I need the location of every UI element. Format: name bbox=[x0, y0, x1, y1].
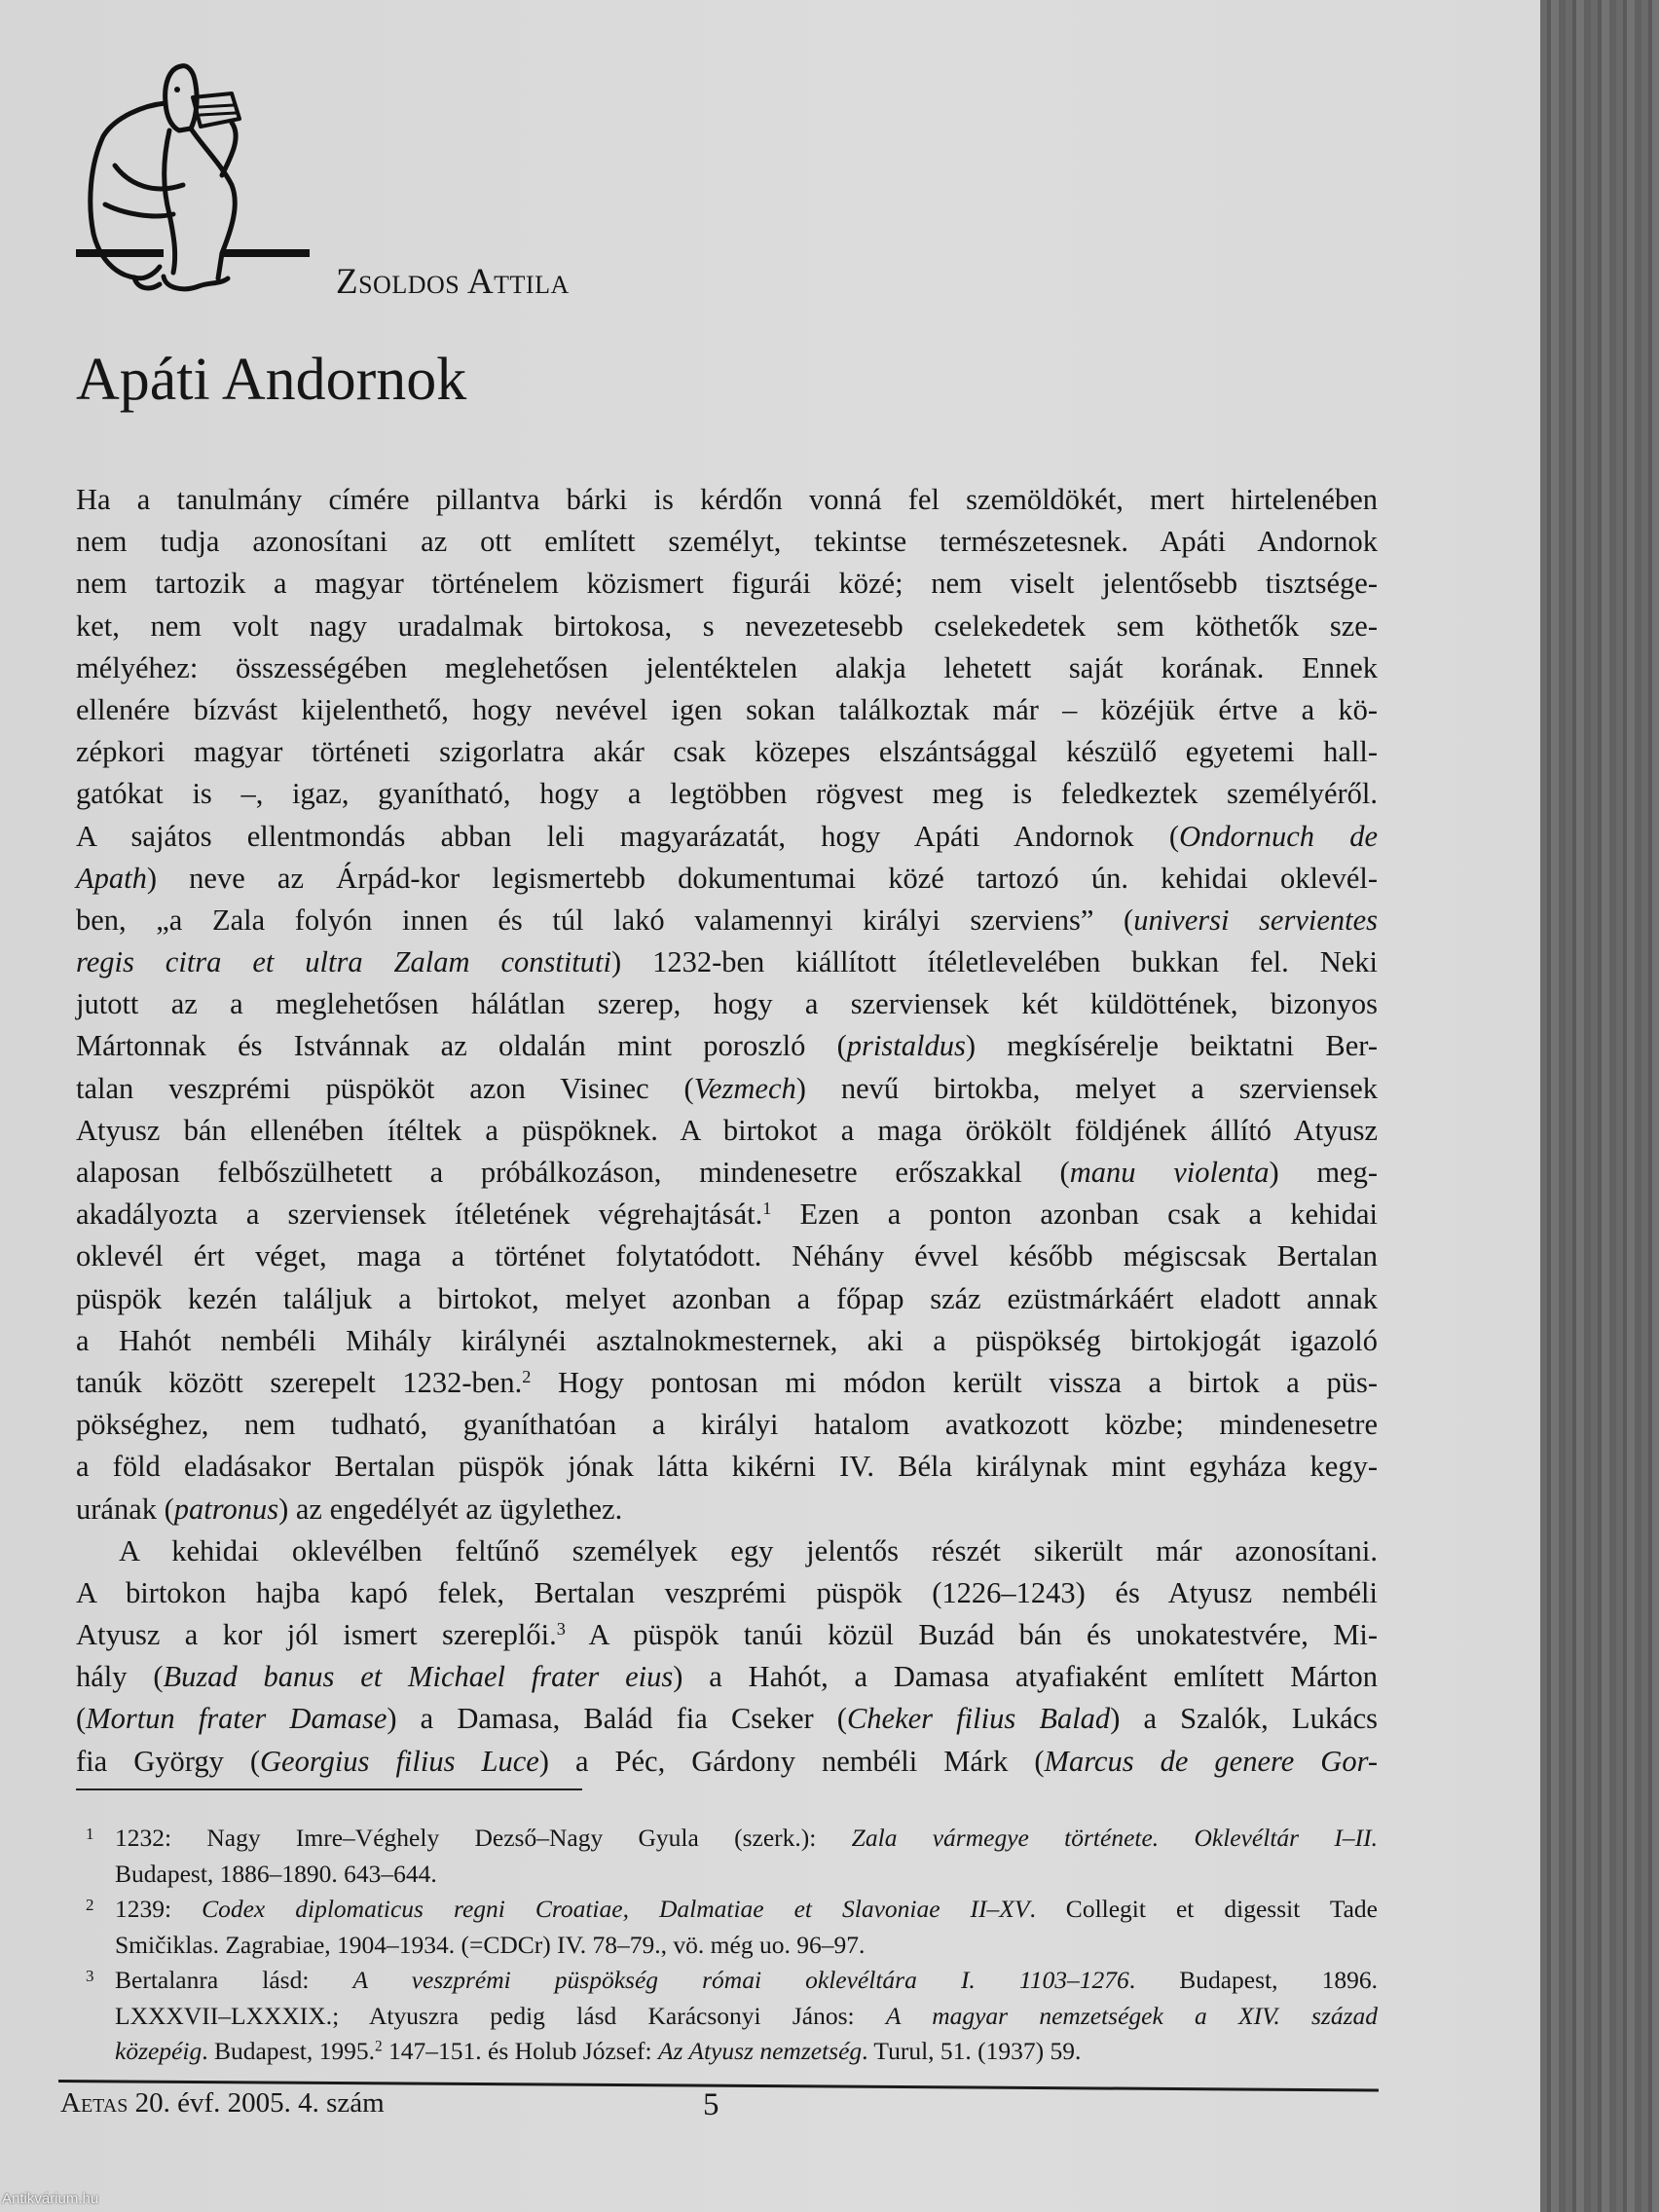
footnotes bbox=[76, 1821, 1378, 2070]
body-line bbox=[76, 1614, 1378, 1656]
text-run: ) meg- bbox=[1269, 1156, 1379, 1189]
italic-text: Vezmech bbox=[693, 1071, 796, 1105]
text-run: fia György ( bbox=[76, 1744, 261, 1778]
text-run: ) 1232-ben kiállított ítéletlevelében bukkan fel. Neki bbox=[610, 945, 1378, 979]
text-run: mélyéhez: összességében meglehetősen jelentéktelen alakja lehetett saját korának. Ennek bbox=[76, 650, 1378, 684]
text-run: . Turul, 51. (1937) 59. bbox=[862, 2037, 1082, 2065]
body-line bbox=[76, 816, 1378, 858]
journal-name: Aetas bbox=[60, 2087, 129, 2119]
text-run: jutott az a meglehetősen hálátlan szerep, hogy a szerviensek két küldöttének, bizonyos bbox=[76, 987, 1378, 1021]
text-run: ) a Damasa, Balád fia Cseker ( bbox=[387, 1702, 847, 1736]
italic-text: Georgius filius Luce bbox=[260, 1744, 539, 1778]
text-run: Ha a tanulmány címére pillantva bárki is kérdőn vonná fel szemöldökét, mert hirtelenében bbox=[76, 483, 1378, 516]
italic-text: Cheker filius Balad bbox=[846, 1702, 1111, 1736]
italic-text: pristaldus bbox=[846, 1029, 966, 1063]
text-run: ellenére bízvást kijelenthető, hogy nevével igen sokan találkoztak már – közéjük értve a kö- bbox=[76, 692, 1378, 726]
watermark: Antikvárium.hu bbox=[2, 2191, 99, 2207]
text-run: urának ( bbox=[76, 1492, 174, 1526]
journal-issue: 20. évf. 2005. 4. szám bbox=[128, 2087, 385, 2119]
italic-text: A magyar nemzetségek a XIV. század bbox=[885, 2001, 1379, 2030]
footnote-reference[interactable]: 2 bbox=[375, 2038, 383, 2055]
body-line bbox=[76, 1698, 1378, 1740]
text-run: A birtokon hajba kapó felek, Bertalan veszprémi püspök (1226–1243) és Atyusz nembéli bbox=[76, 1575, 1378, 1609]
text-run: Ezen a ponton azonban csak a kehidai bbox=[771, 1198, 1378, 1232]
italic-text: regis citra et ultra Zalam constituti bbox=[76, 945, 611, 979]
body-line bbox=[76, 479, 1378, 521]
footnote-line bbox=[115, 1892, 1378, 1928]
text-run: a Hahót nembéli Mihály királynéi asztalnokmesternek, aki a püspökség birtokjogát igazoló bbox=[76, 1323, 1378, 1357]
text-run: ) a Hahót, a Damasa atyafiaként említett Márton bbox=[673, 1660, 1378, 1694]
text-run: pökséghez, nem tudható, gyaníthatóan a királyi hatalom avatkozott közbe; mindenesetre bbox=[76, 1408, 1378, 1442]
footnote-line bbox=[115, 1821, 1378, 1857]
body-line bbox=[76, 1194, 1378, 1235]
body-line bbox=[76, 1741, 1378, 1783]
body-line bbox=[76, 1068, 1378, 1110]
text-run: ) a Péc, Gárdony nembéli Márk ( bbox=[538, 1744, 1045, 1778]
text-run: ) neve az Árpád-kor legismertebb dokumentumai közé tartozó ún. kehidai oklevél- bbox=[146, 861, 1378, 895]
footnote-line bbox=[115, 2034, 1378, 2070]
text-run: Hogy pontosan mi módon került vissza a birtok a püs- bbox=[531, 1365, 1378, 1399]
footnote-number: 3 bbox=[86, 1967, 94, 1985]
footnote-number: 2 bbox=[86, 1896, 94, 1914]
text-run: A sajátos ellentmondás abban leli magyarázatát, hogy Apáti Andornok ( bbox=[76, 819, 1180, 853]
body-line bbox=[76, 521, 1378, 563]
text-run: gatókat is –, igaz, gyanítható, hogy a legtöbben rögvest meg is feledkeztek személyéről. bbox=[76, 777, 1378, 811]
text-run: . Collegit et digessit Tade bbox=[1029, 1895, 1379, 1923]
footnote-line bbox=[115, 1928, 1378, 1964]
footnote-reference[interactable]: 1 bbox=[762, 1198, 772, 1219]
text-run: Mártonnak és Istvánnak az oldalán mint poroszló ( bbox=[76, 1029, 847, 1063]
italic-text: Codex diplomaticus regni Croatiae, Dalmatiae et Slavoniae II–XV bbox=[202, 1895, 1030, 1923]
journal-info bbox=[60, 2082, 385, 2124]
text-run: ) nevű birtokba, melyet a szerviensek bbox=[795, 1071, 1378, 1105]
body-line bbox=[76, 1572, 1378, 1614]
text-run: zépkori magyar történeti szigorlatra akár csak közepes elszántsággal készülő egyetemi hall- bbox=[76, 735, 1378, 769]
text-run: ) megkísérelje beiktatni Ber- bbox=[965, 1029, 1378, 1063]
footnote-line bbox=[115, 1999, 1378, 2035]
text-run: 1239: bbox=[115, 1895, 203, 1923]
text-run: A püspök tanúi közül Buzád bán és unokatestvére, Mi- bbox=[565, 1618, 1378, 1652]
body-line bbox=[76, 689, 1378, 731]
text-run: akadályozta a szerviensek ítéletének végrehajtását. bbox=[76, 1198, 763, 1232]
text-run: . Budapest, 1995. bbox=[202, 2037, 375, 2065]
italic-text: Apath bbox=[76, 861, 147, 895]
text-run: 1232: Nagy Imre–Véghely Dezső–Nagy Gyula (szerk.): bbox=[115, 1824, 852, 1852]
body-line bbox=[76, 1404, 1378, 1446]
italic-text: A veszprémi püspökség római oklevéltára I. 1103–1276 bbox=[352, 1966, 1129, 1994]
text-run: talan veszprémi püspököt azon Visinec ( bbox=[76, 1071, 694, 1105]
body-line bbox=[76, 1152, 1378, 1194]
body-line bbox=[76, 1235, 1378, 1277]
text-run: alaposan felbőszülhetett a próbálkozáson, mindenesetre erőszakkal ( bbox=[76, 1156, 1070, 1189]
footnote-reference[interactable]: 3 bbox=[556, 1619, 566, 1639]
text-run: A kehidai oklevélben feltűnő személyek egy jelentős részét sikerült már azonosítani. bbox=[119, 1533, 1378, 1567]
text-run: ( bbox=[76, 1702, 87, 1736]
text-run: nem tudja azonosítani az ott említett személyt, tekintse természetesnek. Apáti Andornok bbox=[76, 525, 1378, 559]
body-line bbox=[76, 858, 1378, 900]
body-line bbox=[76, 1320, 1378, 1362]
author-illustration bbox=[76, 58, 310, 297]
body-line bbox=[76, 1110, 1378, 1152]
text-run: Smičiklas. Zagrabiae, 1904–1934. (=CDCr) IV. 78–79., vö. még uo. 96–97. bbox=[115, 1930, 866, 1959]
text-run: . Budapest, 1896. bbox=[1128, 1966, 1378, 1994]
text-run: tanúk között szerepelt 1232-ben. bbox=[76, 1365, 523, 1399]
text-run: püspök kezén találjuk a birtokot, melyet azonban a főpap száz ezüstmárkáért eladott annak bbox=[76, 1281, 1378, 1315]
footnote-number: 1 bbox=[86, 1825, 94, 1843]
footnote bbox=[76, 1821, 1378, 1892]
italic-text: Ondornuch de bbox=[1179, 819, 1378, 853]
body-line bbox=[76, 773, 1378, 815]
italic-text: Az Atyusz nemzetség bbox=[657, 2037, 863, 2065]
footnote bbox=[76, 1892, 1378, 1963]
text-run: Bertalanra lásd: bbox=[115, 1966, 353, 1994]
body-line bbox=[76, 983, 1378, 1025]
body-line bbox=[76, 1530, 1378, 1572]
italic-text: Buzad banus et Michael frater eius bbox=[163, 1660, 674, 1694]
body-line bbox=[76, 731, 1378, 773]
text-run: oklevél ért véget, maga a történet folytatódott. Néhány évvel később mégiscsak Bertalan bbox=[76, 1239, 1378, 1273]
footnote bbox=[76, 1963, 1378, 2070]
text-run: hály ( bbox=[76, 1660, 164, 1694]
body-line bbox=[76, 1446, 1378, 1488]
background-wood bbox=[1540, 0, 1659, 2212]
body-line bbox=[76, 1489, 1378, 1530]
body-text bbox=[76, 479, 1378, 1783]
italic-text: universi servientes bbox=[1133, 903, 1379, 937]
footnote-divider bbox=[76, 1788, 582, 1790]
italic-text: közepéig bbox=[115, 2037, 203, 2065]
text-run: Atyusz a kor jól ismert szereplői. bbox=[76, 1618, 557, 1652]
body-line bbox=[76, 941, 1378, 983]
italic-text: Zala vármegye története. Oklevéltár I–II. bbox=[851, 1824, 1378, 1852]
footnote-reference[interactable]: 2 bbox=[522, 1366, 532, 1386]
body-line bbox=[76, 606, 1378, 647]
text-run: LXXXVII–LXXXIX.; Atyuszra pedig lásd Karácsonyi János: bbox=[115, 2001, 886, 2030]
text-run: ket, nem volt nagy uradalmak birtokosa, s nevezetesebb cselekedetek sem köthetők sze- bbox=[76, 608, 1378, 643]
text-run: 147–151. és Holub József: bbox=[382, 2037, 658, 2065]
text-run: Budapest, 1886–1890. 643–644. bbox=[115, 1859, 437, 1888]
body-line bbox=[76, 1025, 1378, 1067]
italic-text: manu violenta bbox=[1069, 1156, 1270, 1189]
body-line bbox=[76, 900, 1378, 941]
text-run: nem tartozik a magyar történelem közismert figurái közé; nem viselt jelentősebb tisztsége- bbox=[76, 567, 1378, 601]
body-line bbox=[76, 1278, 1378, 1320]
italic-text: patronus bbox=[173, 1492, 279, 1526]
text-run: a föld eladásakor Bertalan püspök jónak látta kikérni IV. Béla királynak mint egyháza kegy- bbox=[76, 1450, 1378, 1484]
body-line bbox=[76, 563, 1378, 605]
italic-text: Marcus de genere Gor- bbox=[1044, 1744, 1379, 1778]
body-line bbox=[76, 1656, 1378, 1698]
article-title: Apáti Andornok bbox=[76, 347, 467, 413]
text-run: ) az engedélyét az ügylethez. bbox=[278, 1492, 623, 1526]
body-line bbox=[76, 647, 1378, 689]
text-run: ben, „a Zala folyón innen és túl lakó valamennyi királyi szerviens” ( bbox=[76, 903, 1134, 937]
author-name: Zsoldos Attila bbox=[336, 262, 570, 302]
page-number: 5 bbox=[703, 2087, 719, 2122]
footnote-line bbox=[115, 1857, 1378, 1893]
text-run: ) a Szalók, Lukács bbox=[1110, 1702, 1379, 1736]
italic-text: Mortun frater Damase bbox=[86, 1702, 387, 1736]
footnote-line bbox=[115, 1963, 1378, 1999]
text-run: Atyusz bán ellenében ítéltek a püspöknek. A birtokot a maga örökölt földjének állító Atyusz bbox=[76, 1113, 1378, 1147]
body-line bbox=[76, 1362, 1378, 1404]
